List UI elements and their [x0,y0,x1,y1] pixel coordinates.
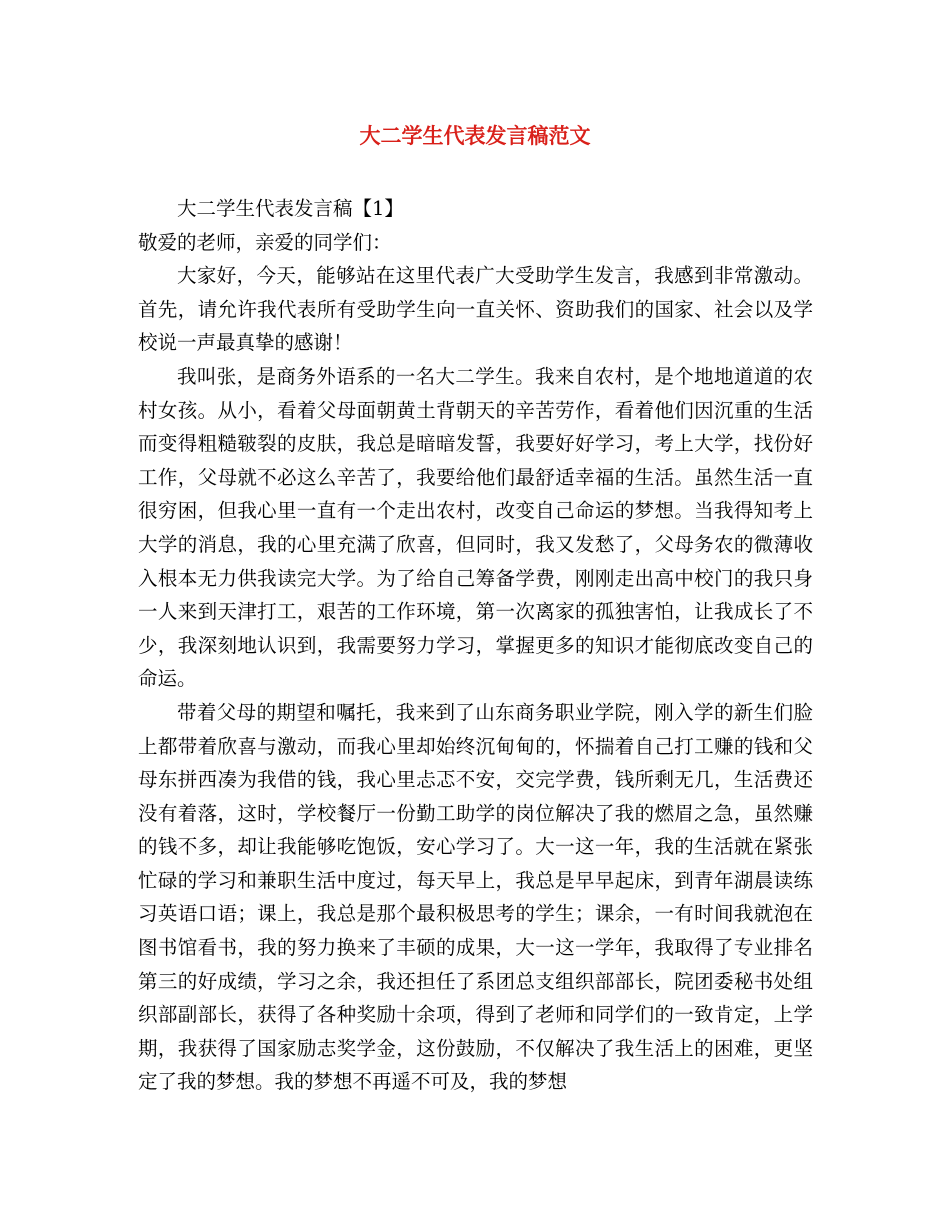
document-title: 大二学生代表发言稿范文 [359,123,591,148]
paragraph: 大家好，今天，能够站在这里代表广大受助学生发言，我感到非常激动。首先，请允许我代表所有受助学生向一直关怀、资助我们的国家、社会以及学校说一声最真挚的感谢！ [138,264,813,355]
section-heading: 大二学生代表发言稿【1】 [177,197,404,220]
salutation: 敬爱的老师，亲爱的同学们： [138,230,392,254]
document-body [138,192,813,1099]
paragraph: 我叫张，是商务外语系的一名大二学生。我来自农村，是个地地道道的农村女孩。从小，看着父母面朝黄土背朝天的辛苦劳作，看着他们因沉重的生活而变得粗糙皲裂的皮肤，我总是暗暗发誓，我要好好学习，考上大学，找份好工作，父母就不必这么辛苦了，我要给他们最舒适幸福的生活。虽然生活一直很穷困，但我心里一直有一个走出农村，改变自己命运的梦想。当我得知考上大学的消息，我的心里充满了欣喜，但同时，我又发愁了，父母务农的微薄收入根本无力供我读完大学。为了给自己筹备学费，刚刚走出高中校门的我只身一人来到天津打工，艰苦的工作环境，第一次离家的孤独害怕，让我成长了不少，我深刻地认识到，我需要努力学习，掌握更多的知识才能彻底改变自己的命运。 [138,364,813,691]
paragraph: 带着父母的期望和嘱托，我来到了山东商务职业学院，刚入学的新生们脸上都带着欣喜与激动，而我心里却始终沉甸甸的，怀揣着自己打工赚的钱和父母东拼西凑为我借的钱，我心里忐忑不安，交完学费，钱所剩无几，生活费还没有着落，这时，学校餐厅一份勤工助学的岗位解决了我的燃眉之急，虽然赚的钱不多，却让我能够吃饱饭，安心学习了。大一这一年，我的生活就在紧张忙碌的学习和兼职生活中度过，每天早上，我总是早早起床，到青年湖晨读练习英语口语；课上，我总是那个最积极思考的学生；课余，一有时间我就泡在图书馆看书，我的努力换来了丰硕的成果，大一这一学年，我取得了专业排名第三的好成绩，学习之余，我还担任了系团总支组织部部长，院团委秘书处组织部副部长，获得了各种奖励十余项，得到了老师和同学们的一致肯定，上学期，我获得了国家励志奖学金，这份鼓励，不仅解决了我生活上的困难，更坚定了我的梦想。我的梦想不再遥不可及，我的梦想 [138,700,813,1094]
